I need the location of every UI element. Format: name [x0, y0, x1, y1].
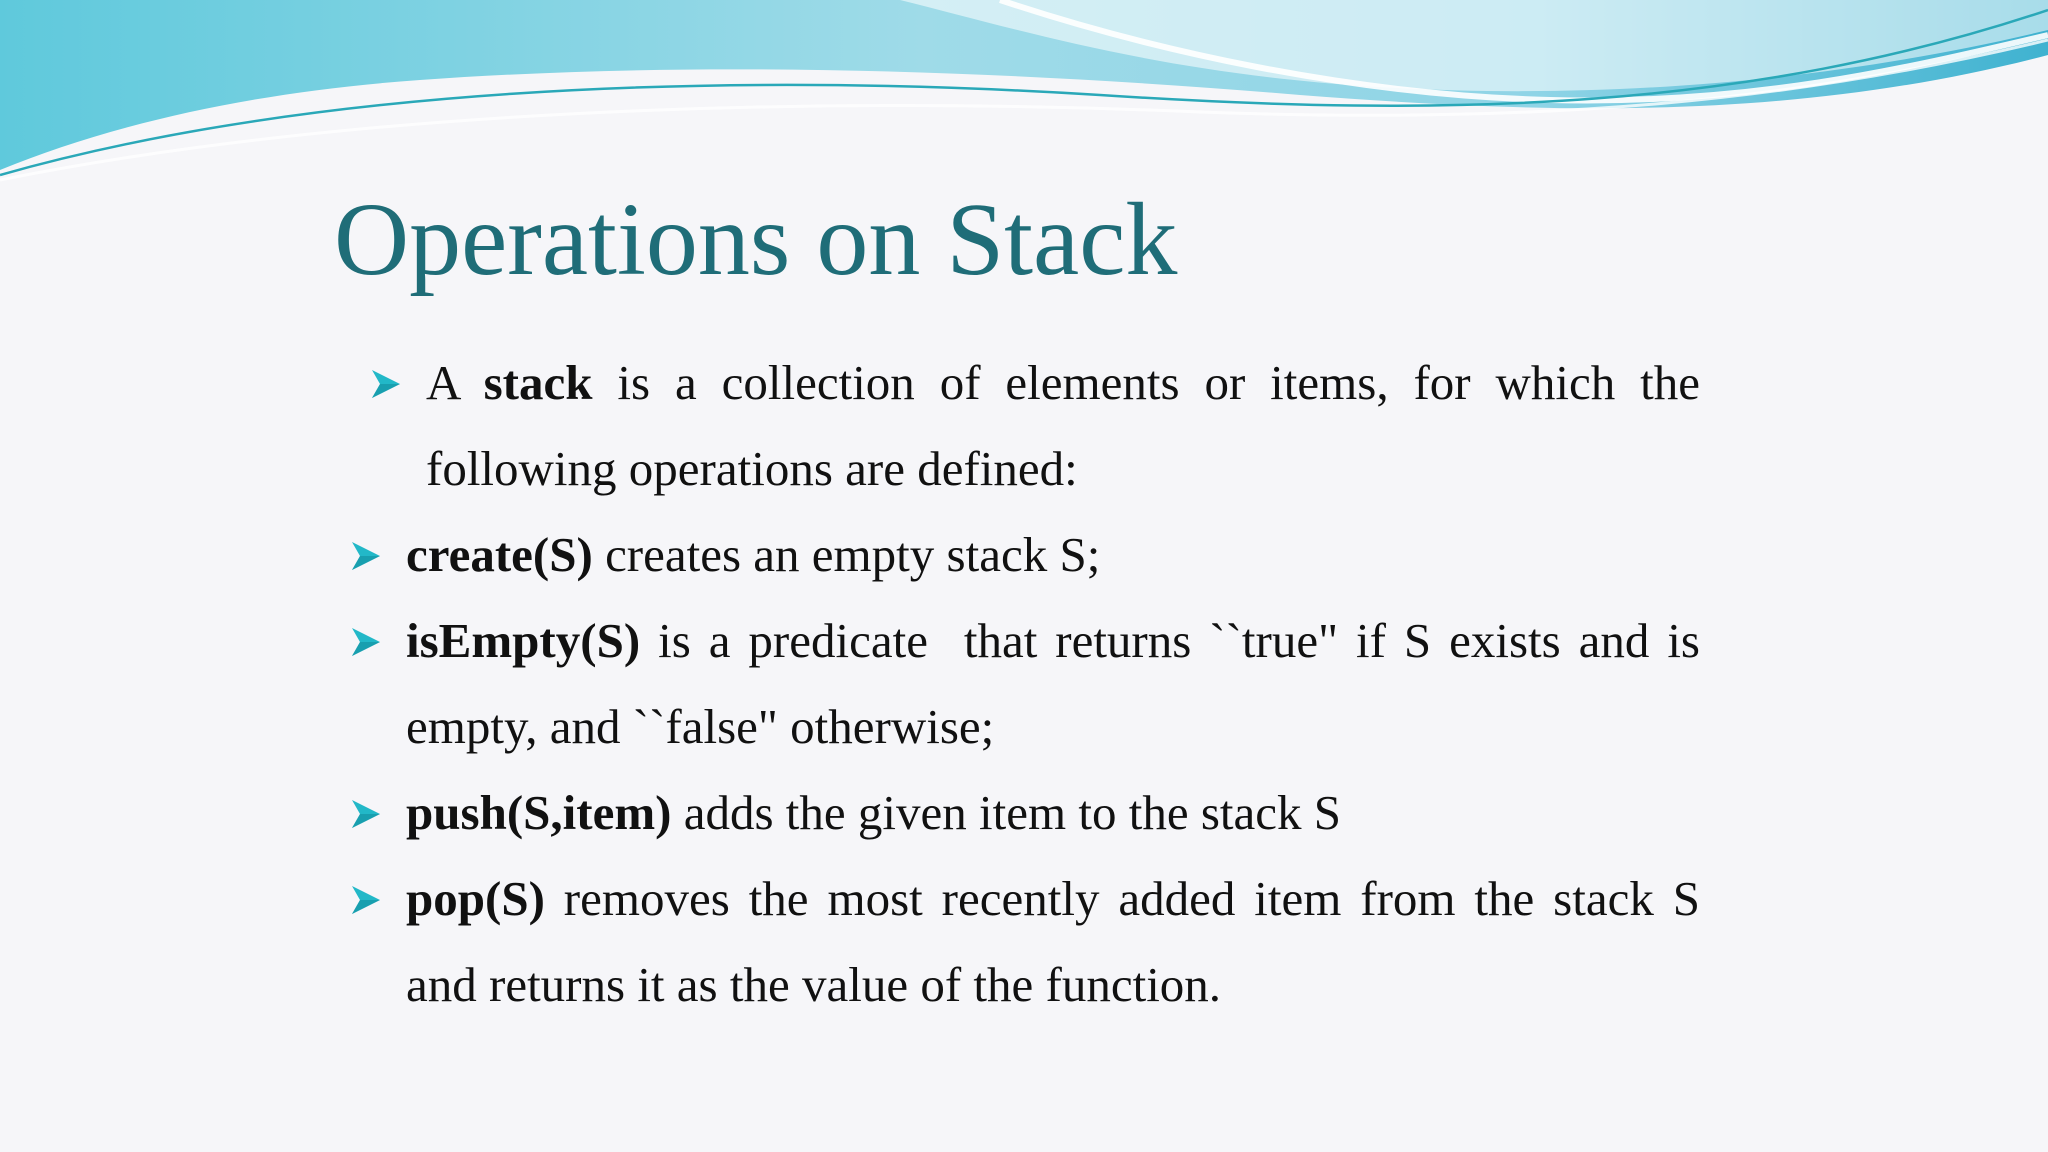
bullet-term: isEmpty(S): [406, 613, 641, 668]
bullet-item-push: [350, 770, 1700, 856]
bullet-text: removes the most recently added item from the stack S and returns it as the value of the function.: [406, 871, 1701, 1012]
bullet-term: stack: [483, 355, 593, 410]
bullet-text: creates an empty stack S;: [605, 527, 1101, 582]
arrowhead-icon: [370, 368, 402, 400]
bullet-list: [350, 340, 1713, 1028]
arrowhead-icon: [350, 626, 382, 658]
bullet-term: pop(S): [406, 871, 545, 926]
bullet-item-definition: [370, 340, 1700, 512]
bullet-item-pop: [350, 856, 1700, 1028]
slide-title: Operations on Stack: [334, 182, 1178, 297]
bullet-item-isempty: [350, 598, 1713, 770]
arrowhead-icon: [350, 540, 382, 572]
bullet-term: push(S,item): [406, 785, 672, 840]
arrowhead-icon: [350, 798, 382, 830]
bullet-term: create(S): [406, 527, 593, 582]
bullet-text: adds the given item to the stack S: [683, 785, 1342, 840]
header-wave-decoration: [0, 0, 2048, 200]
bullet-lead-text: A: [426, 355, 459, 410]
arrowhead-icon: [350, 884, 382, 916]
bullet-text: is a predicate that returns ``true" if S exists and is empty, and ``false" otherwise;: [406, 613, 1713, 754]
bullet-text: is a collection of elements or items, for which the following operations are defined:: [426, 355, 1701, 496]
bullet-item-create: [350, 512, 1700, 598]
